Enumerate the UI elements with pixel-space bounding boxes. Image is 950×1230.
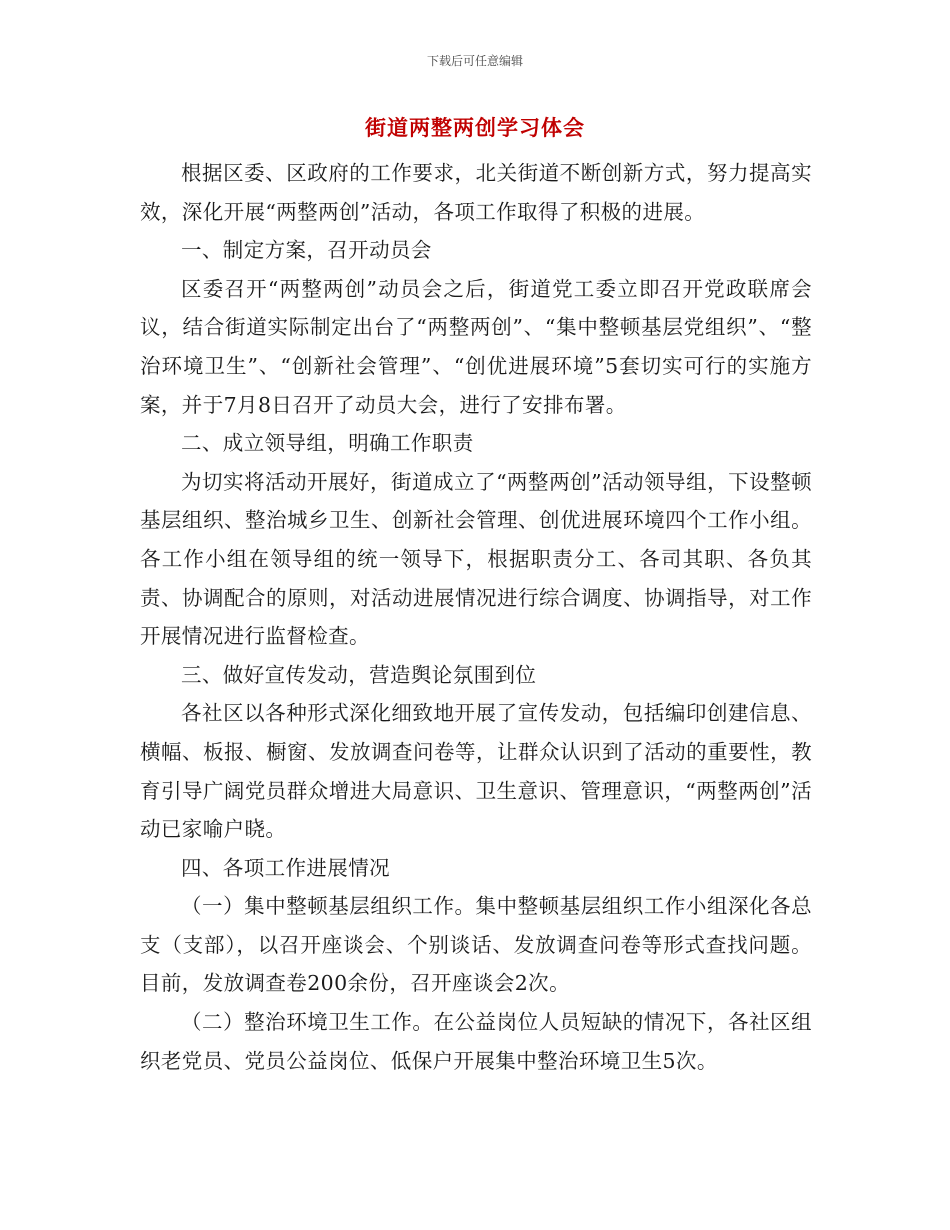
intro-paragraph: 根据区委、区政府的工作要求，北关街道不断创新方式，努力提高实效，深化开展“两整两创”活动，各项工作取得了积极的进展。 (140, 161, 812, 224)
subsection-paragraph-1: （一）集中整顿基层组织工作。集中整顿基层组织工作小组深化各总支（支部），以召开座谈会、个别谈话、发放调查问卷等形式查找问题。目前，发放调查卷200余份，召开座谈会2次。 (140, 894, 812, 996)
section-paragraph-3: 各社区以各种形式深化细致地开展了宣传发动，包括编印创建信息、横幅、板报、橱窗、发放调查问卷等，让群众认识到了活动的重要性，教育引导广阔党员群众增进大局意识、卫生意识、管理意识，“两整两创”活动已家喻户晓。 (140, 701, 812, 842)
section-heading-1: 一、制定方案，召开动员会 (181, 238, 432, 263)
section-paragraph-1: 区委召开“两整两创”动员会之后，街道党工委立即召开党政联席会议，结合街道实际制定出台了“两整两创”、“集中整顿基层党组织”、“整治环境卫生”、“创新社会管理”、“创优进展环境”5套切实可行的实施方案，并于7月8日召开了动员大会，进行了安排布署。 (140, 276, 812, 417)
section-heading-4: 四、各项工作进展情况 (181, 855, 390, 880)
header-note: 下载后可任意编辑 (426, 54, 523, 68)
subsection-paragraph-2: （二）整治环境卫生工作。在公益岗位人员短缺的情况下，各社区组织老党员、党员公益岗位、低保户开展集中整治环境卫生5次。 (140, 1010, 812, 1073)
document-title: 街道两整两创学习体会 (365, 116, 585, 140)
section-heading-2: 二、成立领导组，明确工作职责 (181, 431, 474, 456)
section-paragraph-2: 为切实将活动开展好，街道成立了“两整两创”活动领导组，下设整顿基层组织、整治城乡卫生、创新社会管理、创优进展环境四个工作小组。各工作小组在领导组的统一领导下，根据职责分工、各司其职、各负其责、协调配合的原则，对活动进展情况进行综合调度、协调指导，对工作开展情况进行监督检查。 (140, 469, 812, 649)
section-heading-3: 三、做好宣传发动，营造舆论氛围到位 (181, 662, 537, 687)
document-body (140, 154, 812, 1080)
